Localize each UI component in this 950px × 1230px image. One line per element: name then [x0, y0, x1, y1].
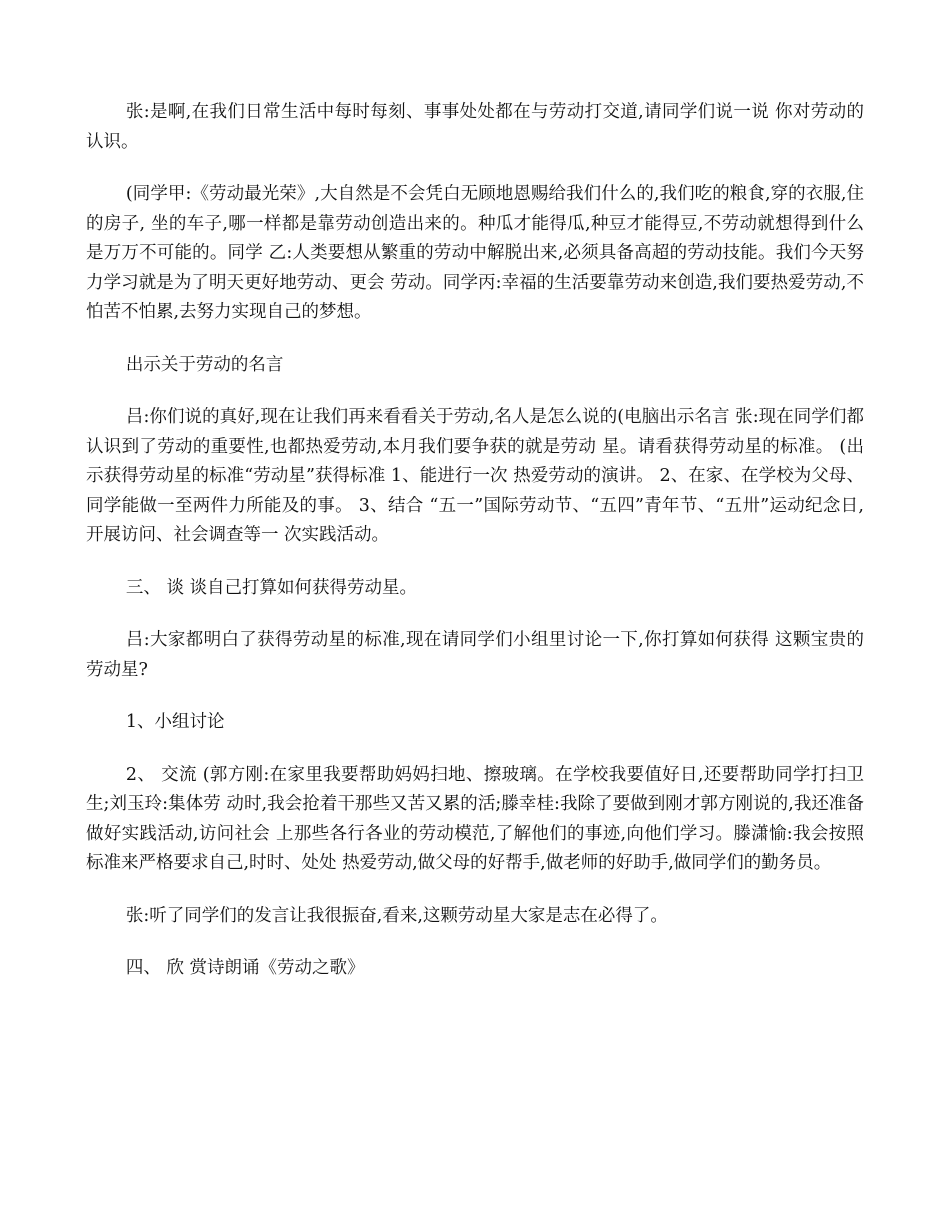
section-heading-3: 三、 谈 谈自己打算如何获得劳动星。	[125, 577, 418, 598]
section-heading-4: 四、 欣 赏诗朗诵《劳动之歌》	[125, 958, 365, 978]
paragraph-show-quotes: 出示关于劳动的名言	[125, 354, 284, 375]
paragraph-labor-star-standards: 吕:你们说的真好,现在让我们再来看看关于劳动,名人是怎么说的(电脑出示名言 张:现在同学们都认识到了劳动的重要性,也都热爱劳动,本月我们要争获的就是劳动 星。请看获得劳动星的标准。 (出示获得劳动星的标准“劳动星”获得标准 1、能进行一次 热爱劳动的演讲。 2、在家、在学校为父母、同学能做一至两件力所能及的事。 3、结合 “五一”国际劳动节、“五四”青年节、“五卅”运动纪念日,开展访问、社会调查等一 次实践活动。	[86, 407, 864, 545]
list-item-group-discussion: 1、小组讨论	[125, 712, 225, 732]
paragraph-discussion-prompt: 吕:大家都明白了获得劳动星的标准,现在请同学们小组里讨论一下,你打算如何获得 这颗宝贵的劳动星?	[86, 630, 864, 680]
paragraph-zhang-intro: 张:是啊,在我们日常生活中每时每刻、事事处处都在与劳动打交道,请同学们说一说 你对劳动的认识。	[86, 102, 864, 152]
list-item-exchange: 2、 交流 (郭方刚:在家里我要帮助妈妈扫地、擦玻璃。在学校我要值好日,还要帮助同学打扫卫生;刘玉玲:集体劳 动时,我会抢着干那些又苦又累的活;滕幸桂:我除了要做到刚才郭方刚说的,我还准备做好实践活动,访问社会 上那些各行各业的劳动模范,了解他们的事迹,向他们学习。滕潇愉:我会按照标准来严格要求自己,时时、处处 热爱劳动,做父母的好帮手,做老师的好助手,做同学们的勤务员。	[86, 764, 864, 873]
paragraph-zhang-response: 张:听了同学们的发言让我很振奋,看来,这颗劳动星大家是志在必得了。	[125, 905, 668, 926]
paragraph-students-views: (同学甲:《劳动最光荣》,大自然是不会凭白无顾地恩赐给我们什么的,我们吃的粮食,穿的衣服,住的房子, 坐的车子,哪一样都是靠劳动创造出来的。种瓜才能得瓜,种豆才能得豆,不劳动就想得到什么是万万不可能的。同学 乙:人类要想从繁重的劳动中解脱出来,必须具备高超的劳动技能。我们今天努力学习就是为了明天更好地劳动、更会 劳动。同学丙:幸福的生活要靠劳动来创造,我们要热爱劳动,不怕苦不怕累,去努力实现自己的梦想。	[86, 184, 864, 322]
